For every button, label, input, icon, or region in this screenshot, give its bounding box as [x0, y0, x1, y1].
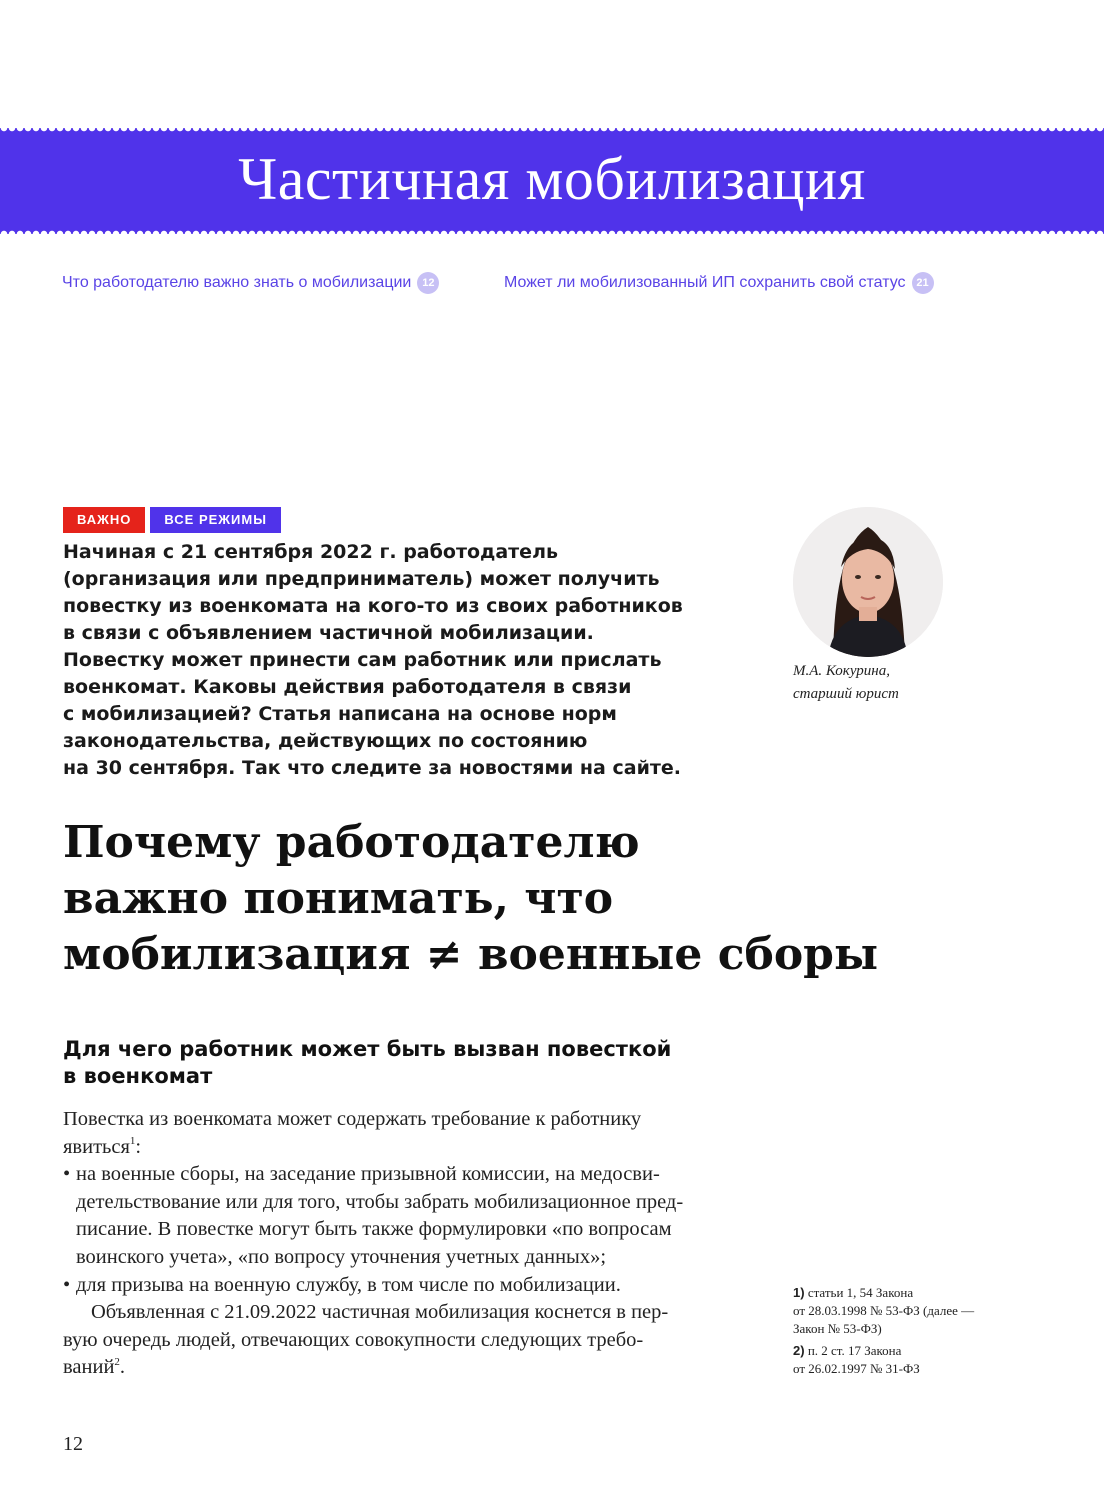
footnote-number: 1) — [793, 1285, 805, 1300]
title-line: Почему работодателю — [63, 817, 640, 868]
author-portrait-icon — [793, 507, 943, 657]
footnote-text: п. 2 ст. 17 Закона — [807, 1343, 902, 1358]
article-body — [63, 1106, 753, 1382]
bullet-icon: • — [63, 1163, 71, 1186]
footnote-line: от 28.03.1998 № 53-ФЗ (далее — — [793, 1303, 975, 1318]
section-title: Частичная мобилизация — [238, 145, 866, 212]
footnote-ref-2[interactable]: 2 — [114, 1355, 120, 1368]
topic-link-ip-status[interactable] — [504, 272, 934, 294]
footnote-ref-1[interactable]: 1 — [129, 1134, 136, 1147]
footnote-1 — [793, 1284, 1033, 1338]
author-caption — [793, 660, 899, 706]
author-role: старший юрист — [793, 686, 899, 702]
article-tags — [63, 507, 281, 533]
footnote-line — [793, 1284, 1033, 1302]
lead-line: повестку из военкомата на кого-то из своих работников — [63, 595, 683, 617]
body-line: Повестка из военкомата может содержать требование к работнику — [63, 1108, 642, 1130]
tag-all-regimes: ВСЕ РЕЖИМЫ — [150, 507, 281, 533]
body-line: вую очередь людей, отвечающих совокупности следующих требо- — [63, 1328, 644, 1351]
topic-label: Может ли мобилизованный ИП сохранить свой статус — [504, 274, 906, 291]
page-number: 12 — [63, 1433, 83, 1455]
author-photo — [793, 507, 943, 657]
body-text: явиться — [63, 1135, 130, 1158]
body-text: : — [135, 1135, 142, 1158]
footnote-line: от 26.02.1997 № 31-ФЗ — [793, 1361, 920, 1376]
body-line — [63, 1354, 753, 1382]
title-line: мобилизация ≠ военные сборы — [63, 929, 879, 980]
bullet-text: на военные сборы, на заседание призывной комиссии, на медосви- — [76, 1163, 660, 1186]
lead-line: с мобилизацией? Статья написана на основе норм — [63, 703, 617, 725]
topic-link-employer[interactable] — [62, 272, 439, 294]
author-name: М.А. Кокурина, — [793, 663, 890, 679]
lead-paragraph — [63, 539, 743, 782]
tag-important: ВАЖНО — [63, 507, 145, 533]
bullet-item — [63, 1272, 753, 1300]
body-text: ваний — [63, 1356, 115, 1379]
bullet-text: писание. В повестке могут быть также формулировки «по вопросам — [76, 1218, 672, 1241]
subtitle-line: Для чего работник может быть вызван повесткой — [63, 1037, 672, 1061]
topic-page-badge: 21 — [912, 272, 934, 294]
section-banner — [0, 128, 1104, 234]
footnote-number: 2) — [793, 1343, 805, 1358]
footnote-line — [793, 1342, 1033, 1360]
topic-page-badge: 12 — [417, 272, 439, 294]
title-line: важно понимать, что — [63, 873, 614, 924]
body-line: Объявленная с 21.09.2022 частичная мобилизация коснется в пер- — [91, 1301, 669, 1324]
body-text: . — [119, 1356, 126, 1379]
footnote-2 — [793, 1342, 1033, 1378]
bullet-item — [63, 1161, 753, 1189]
footnotes — [793, 1284, 1033, 1382]
bullet-text: воинского учета», «по вопросу уточнения учетных данных»; — [76, 1245, 607, 1268]
section-subtitle — [63, 1036, 763, 1090]
footnote-text: статьи 1, 54 Закона — [807, 1285, 914, 1300]
lead-line: Повестку может принести сам работник или прислать — [63, 649, 662, 671]
bullet-text: для призыва на военную службу, в том числе по мобилизации. — [76, 1273, 621, 1296]
body-line — [63, 1134, 753, 1162]
lead-line: военкомат. Каковы действия работодателя в связи — [63, 676, 632, 698]
topic-label: Что работодателю важно знать о мобилизации — [62, 274, 412, 291]
lead-line: законодательства, действующих по состоянию — [63, 730, 588, 752]
subtitle-line: в военкомат — [63, 1064, 213, 1088]
footnote-line: Закон № 53-ФЗ) — [793, 1321, 882, 1336]
lead-line: на 30 сентября. Так что следите за новостями на сайте. — [63, 757, 682, 779]
article-title — [63, 815, 963, 983]
lead-line: (организация или предприниматель) может получить — [63, 568, 660, 590]
lead-line: в связи с объявлением частичной мобилизации. — [63, 622, 594, 644]
bullet-icon: • — [63, 1273, 71, 1296]
bullet-text: детельствование или для того, чтобы забрать мобилизационное пред- — [76, 1190, 684, 1213]
lead-line: Начиная с 21 сентября 2022 г. работодатель — [63, 541, 559, 563]
